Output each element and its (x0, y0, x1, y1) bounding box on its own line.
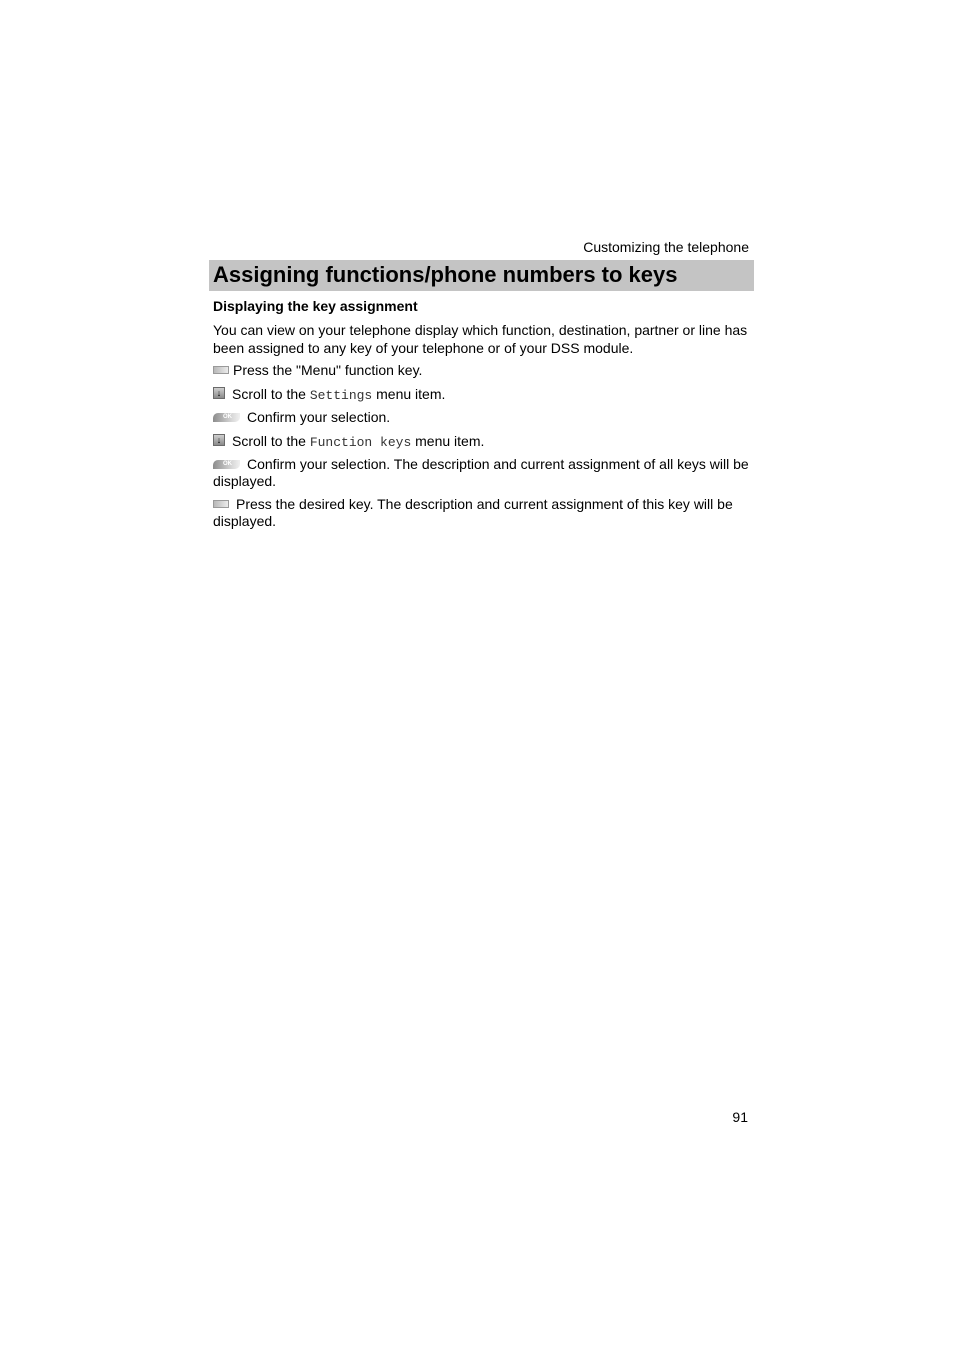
scroll-down-icon: ↓ (213, 387, 225, 399)
menu-item-code: Settings (309, 388, 373, 403)
step-text-pre: Scroll to the (232, 433, 310, 449)
function-key-icon (213, 366, 229, 374)
step-text: Confirm your selection. (247, 409, 391, 425)
section-subtitle: Displaying the key assignment (213, 298, 418, 314)
step-text-post: menu item. (411, 433, 485, 449)
step-1 (213, 362, 753, 379)
step-3 (213, 409, 753, 426)
function-key-icon (213, 500, 229, 508)
page-title: Assigning functions/phone numbers to keys (209, 260, 754, 291)
intro-paragraph: You can view on your telephone display which function, destination, partner or line has been assigned to any key of your telephone or of your DSS module. (213, 322, 748, 356)
step-5 (213, 456, 753, 490)
scroll-down-icon: ↓ (213, 434, 225, 446)
page-number: 91 (732, 1109, 748, 1125)
step-text-pre: Scroll to the (232, 386, 310, 402)
step-4 (213, 433, 753, 451)
ok-key-icon: OK (213, 460, 240, 469)
step-text: Confirm your selection. The description and current assignment of all keys will be displayed. (213, 456, 749, 489)
ok-key-icon: OK (213, 413, 240, 422)
step-6 (213, 496, 753, 530)
step-text: Press the "Menu" function key. (233, 362, 423, 378)
running-header: Customizing the telephone (583, 239, 749, 255)
step-text-post: menu item. (372, 386, 446, 402)
step-2 (213, 386, 753, 404)
step-text: Press the desired key. The description and current assignment of this key will be displayed. (213, 496, 733, 529)
menu-item-code: Function keys (309, 435, 412, 450)
